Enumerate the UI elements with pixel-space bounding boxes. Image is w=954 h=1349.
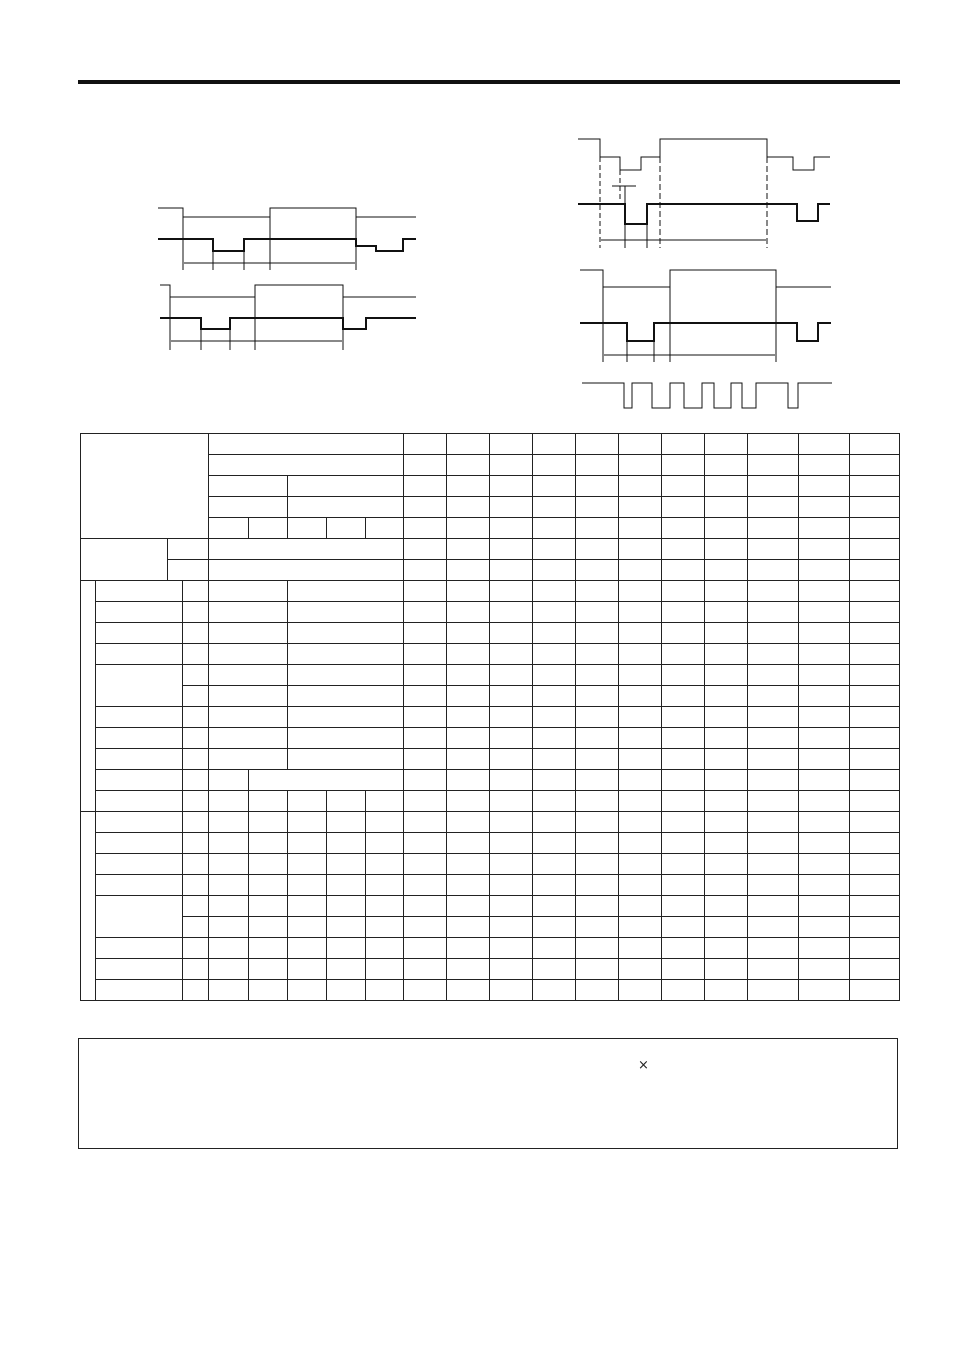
- table-row: [81, 770, 900, 791]
- table-row: [81, 602, 900, 623]
- table-row: [81, 707, 900, 728]
- table-row: [81, 938, 900, 959]
- table-row: [81, 812, 900, 833]
- table-row: [81, 581, 900, 602]
- notes-box: [78, 1038, 898, 1149]
- timing-diagrams: [0, 0, 954, 430]
- table-row: [81, 980, 900, 1001]
- times-symbol: ×: [638, 1058, 649, 1073]
- table-row: [81, 917, 900, 938]
- table-row: [81, 875, 900, 896]
- table-row: [81, 749, 900, 770]
- table-row: [81, 539, 900, 560]
- timing-diagram-left-a: [158, 208, 416, 270]
- table-row: [81, 854, 900, 875]
- table-row: [81, 959, 900, 980]
- table-row: [81, 623, 900, 644]
- timing-diagram-right-b: [580, 270, 831, 362]
- table-row: [81, 644, 900, 665]
- table-row: [81, 560, 900, 581]
- table-row: [81, 665, 900, 686]
- clock-waveform: [582, 383, 832, 408]
- spec-table: [80, 433, 900, 1001]
- table-row: [81, 791, 900, 812]
- timing-diagram-right-a: [578, 139, 830, 248]
- table-row: [81, 686, 900, 707]
- table-row: [81, 728, 900, 749]
- table-row: [81, 896, 900, 917]
- table-row: [81, 434, 900, 455]
- timing-diagram-left-b: [160, 285, 416, 350]
- table-row: [81, 833, 900, 854]
